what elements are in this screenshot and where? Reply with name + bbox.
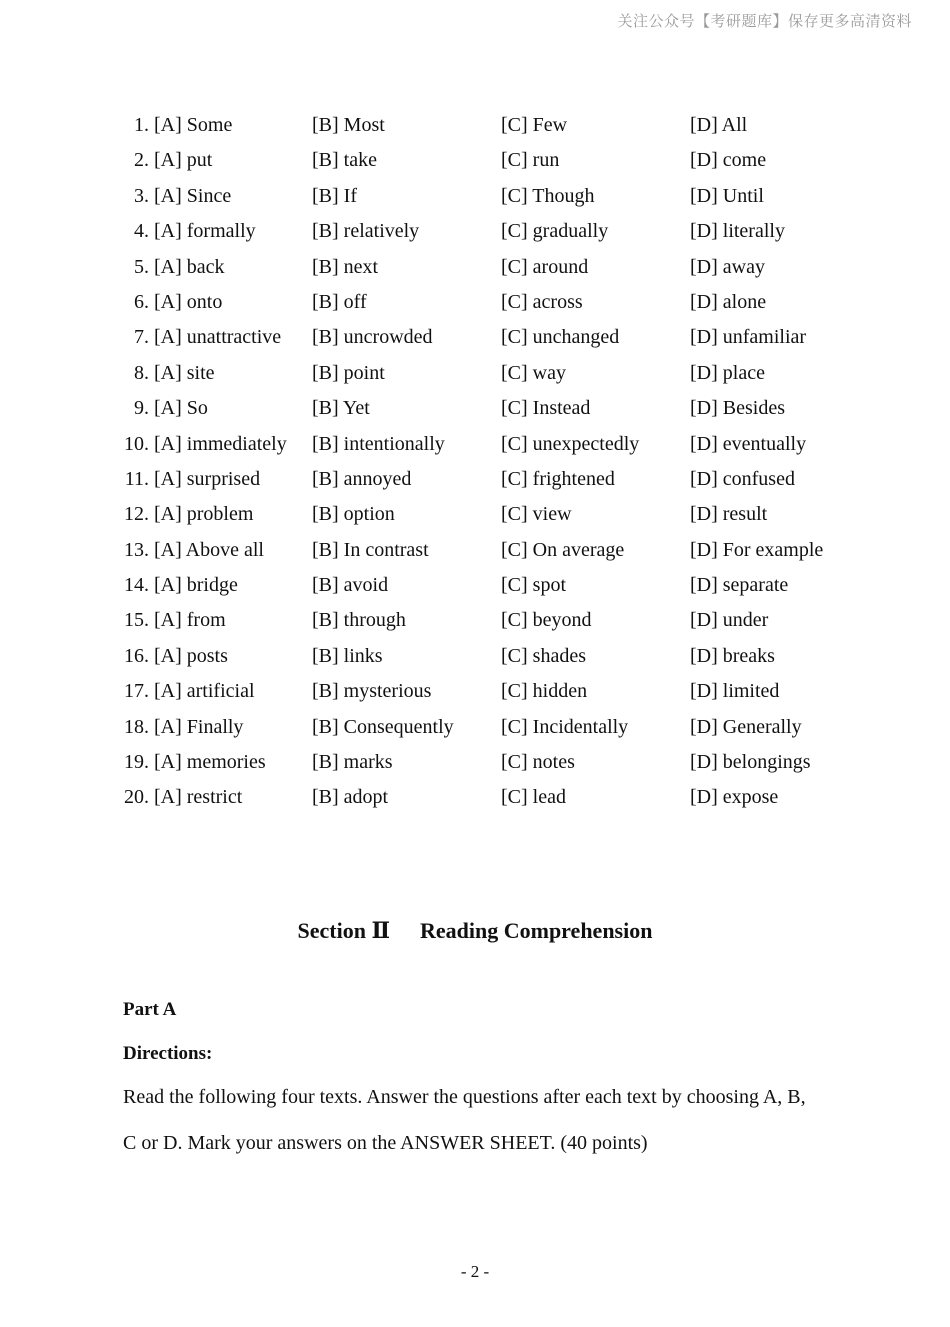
question-number: 9. (134, 397, 149, 420)
directions-line-1: Read the following four texts. Answer the questions after each text by choosing A, B, (123, 1086, 806, 1108)
question-row (0, 674, 950, 709)
option-a: [A] immediately (154, 432, 287, 455)
option-a: [A] So (154, 397, 208, 420)
option-b: [B] In contrast (312, 538, 429, 561)
question-row (0, 568, 950, 603)
option-d: [D] confused (690, 467, 795, 490)
question-number: 10. (124, 432, 149, 455)
question-row (0, 391, 950, 426)
question-number: 7. (134, 326, 149, 349)
option-d: [D] eventually (690, 432, 807, 455)
question-number: 18. (124, 715, 149, 738)
question-options-list (0, 108, 950, 816)
option-d: [D] Besides (690, 397, 785, 420)
question-row (0, 108, 950, 143)
section-title: Reading Comprehension (420, 918, 653, 943)
question-number: 13. (124, 538, 149, 561)
option-b: [B] mysterious (312, 680, 432, 703)
option-a: [A] put (154, 149, 213, 172)
option-c: [C] frightened (501, 467, 615, 490)
question-row (0, 179, 950, 214)
question-row (0, 143, 950, 178)
option-a: [A] site (154, 361, 215, 384)
option-c: [C] way (501, 361, 566, 384)
option-d: [D] separate (690, 574, 789, 597)
option-c: [C] On average (501, 538, 625, 561)
directions-line-2: C or D. Mark your answers on the ANSWER SHEET. (40 points) (123, 1132, 648, 1154)
question-number: 6. (134, 290, 149, 313)
option-c: [C] Incidentally (501, 715, 629, 738)
option-b: [B] adopt (312, 786, 389, 809)
option-c: [C] Few (501, 114, 568, 136)
question-row (0, 780, 950, 815)
question-number: 11. (124, 467, 149, 490)
option-b: [B] relatively (312, 220, 420, 243)
option-c: [C] unexpectedly (501, 432, 640, 455)
option-c: [C] unchanged (501, 326, 620, 349)
option-d: [D] unfamiliar (690, 326, 807, 349)
option-d: [D] All (690, 114, 748, 136)
option-c: [C] hidden (501, 680, 588, 703)
option-a: [A] Above all (154, 538, 264, 561)
option-c: [C] notes (501, 751, 575, 774)
question-row (0, 462, 950, 497)
question-number: 14. (124, 574, 149, 597)
option-a: [A] surprised (154, 467, 261, 490)
question-number: 19. (124, 751, 149, 774)
option-c: [C] run (501, 149, 560, 172)
question-row (0, 533, 950, 568)
option-b: [B] annoyed (312, 467, 412, 490)
option-a: [A] back (154, 255, 225, 278)
question-number: 16. (124, 644, 149, 667)
option-b: [B] If (312, 184, 357, 207)
option-a: [A] posts (154, 644, 228, 667)
option-d: [D] alone (690, 290, 767, 313)
question-row (0, 356, 950, 391)
option-c: [C] Though (501, 184, 595, 207)
option-b: [B] Most (312, 114, 385, 136)
question-row (0, 285, 950, 320)
option-b: [B] uncrowded (312, 326, 433, 349)
question-row (0, 639, 950, 674)
option-c: [C] spot (501, 574, 566, 597)
option-d: [D] For example (690, 538, 824, 561)
option-d: [D] limited (690, 680, 780, 703)
option-b: [B] marks (312, 751, 393, 774)
option-a: [A] Finally (154, 715, 244, 738)
question-row (0, 320, 950, 355)
section-heading (0, 918, 950, 944)
option-a: [A] bridge (154, 574, 238, 597)
option-d: [D] literally (690, 220, 785, 243)
option-d: [D] away (690, 255, 765, 278)
option-c: [C] around (501, 255, 589, 278)
option-c: [C] lead (501, 786, 566, 809)
question-row (0, 250, 950, 285)
question-number: 1. (134, 114, 149, 136)
option-b: [B] point (312, 361, 385, 384)
option-a: [A] artificial (154, 680, 255, 703)
option-a: [A] formally (154, 220, 256, 243)
option-d: [D] breaks (690, 644, 775, 667)
option-c: [C] shades (501, 644, 586, 667)
part-heading: Part A (123, 999, 177, 1020)
option-a: [A] Some (154, 114, 233, 136)
option-a: [A] onto (154, 290, 223, 313)
question-number: 15. (124, 609, 149, 632)
option-b: [B] take (312, 149, 377, 172)
option-d: [D] place (690, 361, 765, 384)
option-a: [A] memories (154, 751, 266, 774)
question-number: 17. (124, 680, 149, 703)
question-number: 2. (134, 149, 149, 172)
option-c: [C] Instead (501, 397, 591, 420)
question-row (0, 745, 950, 780)
option-d: [D] belongings (690, 751, 811, 774)
option-c: [C] across (501, 290, 583, 313)
option-b: [B] intentionally (312, 432, 445, 455)
question-number: 5. (134, 255, 149, 278)
option-d: [D] under (690, 609, 769, 632)
directions-label: Directions: (123, 1043, 213, 1064)
option-b: [B] through (312, 609, 406, 632)
question-number: 4. (134, 220, 149, 243)
option-d: [D] Generally (690, 715, 802, 738)
question-row (0, 427, 950, 462)
question-row (0, 497, 950, 532)
option-a: [A] restrict (154, 786, 243, 809)
option-a: [A] Since (154, 184, 232, 207)
question-row (0, 710, 950, 745)
option-a: [A] problem (154, 503, 254, 526)
question-row (0, 214, 950, 249)
option-d: [D] Until (690, 184, 764, 207)
option-d: [D] expose (690, 786, 779, 809)
question-row (0, 603, 950, 638)
option-b: [B] Yet (312, 397, 370, 420)
option-b: [B] Consequently (312, 715, 454, 738)
option-c: [C] gradually (501, 220, 609, 243)
question-number: 8. (134, 361, 149, 384)
option-d: [D] result (690, 503, 768, 526)
question-number: 3. (134, 184, 149, 207)
option-b: [B] off (312, 290, 367, 313)
question-number: 12. (124, 503, 149, 526)
option-c: [C] beyond (501, 609, 592, 632)
option-b: [B] option (312, 503, 395, 526)
watermark-text: 关注公众号【考研题库】保存更多高清资料 (617, 12, 912, 30)
option-b: [B] next (312, 255, 379, 278)
option-a: [A] unattractive (154, 326, 282, 349)
option-d: [D] come (690, 149, 767, 172)
question-number: 20. (124, 786, 149, 809)
option-b: [B] avoid (312, 574, 389, 597)
page-number: - 2 - (460, 1262, 490, 1281)
option-a: [A] from (154, 609, 226, 632)
option-c: [C] view (501, 503, 572, 526)
section-label: Section Ⅱ (297, 918, 390, 943)
option-b: [B] links (312, 644, 383, 667)
